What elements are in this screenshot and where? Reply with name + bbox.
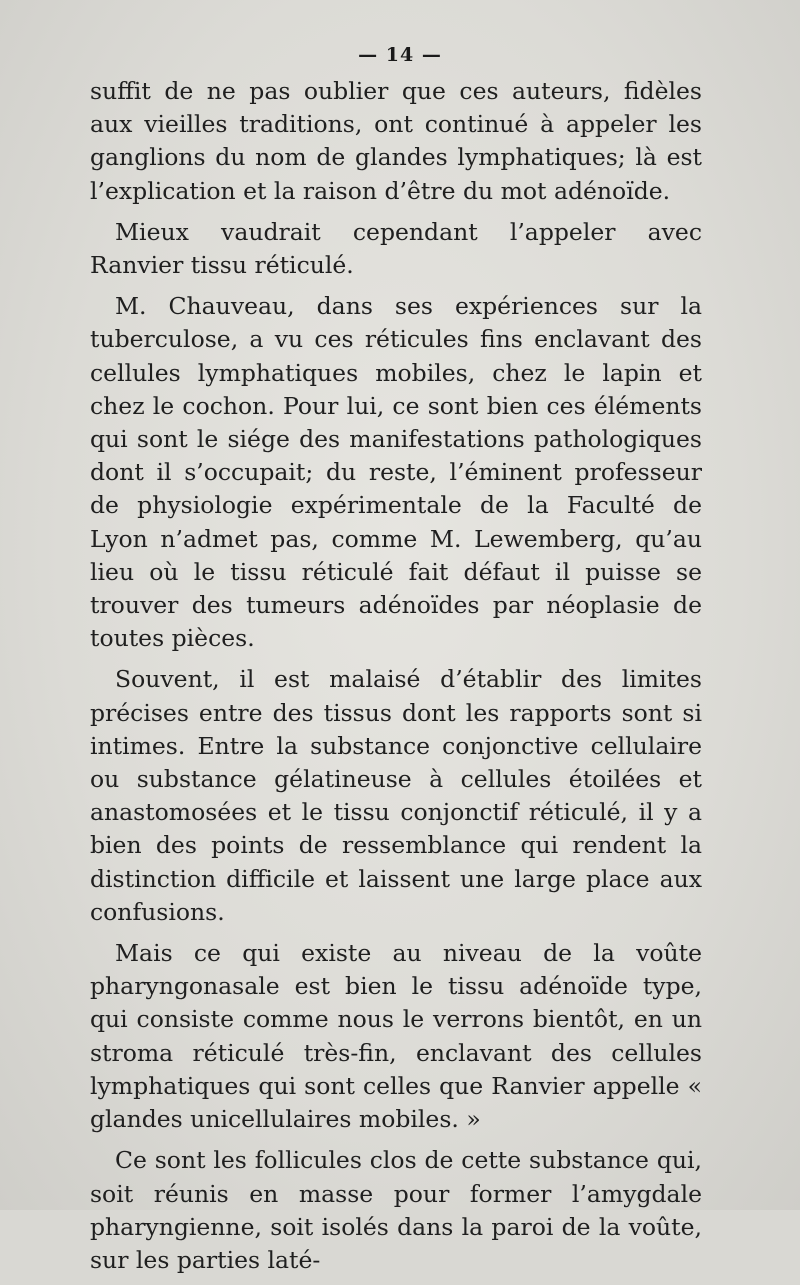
body-text [90, 75, 702, 1285]
page-number: — 14 — [358, 44, 442, 66]
paragraph-6: Ce sont les follicules clos de cette substance qui, soit réunis en masse pour former l’amygdale pharyngienne, soit isolés dans la paroi de la voûte, sur les parties laté- [90, 1146, 702, 1274]
paragraph-3: M. Chauveau, dans ses expériences sur la tuberculose, a vu ces réticules fins enclavant des cellules lymphatiques mobiles, chez le lapin et chez le cochon. Pour lui, ce sont bien ces éléments qui sont le siége des manifestations pathologiques dont il s’occupait; du reste, l’éminent professeur de physiologie expérimentale de la Faculté de Lyon n’admet pas, comme M. Lewemberg, qu’au lieu où le tissu réticulé fait défaut il puisse se trouver des tumeurs adénoïdes par néoplasie de toutes pièces. [90, 292, 702, 653]
paragraph-1: suffit de ne pas oublier que ces auteurs, fidèles aux vieilles traditions, ont continué à appeler les ganglions du nom de glandes lymphatiques; là est l’explication et la raison d’être du mot adénoïde. [90, 77, 702, 205]
paragraph-4: Souvent, il est malaisé d’établir des limites précises entre des tissus dont les rapports sont si intimes. Entre la substance conjonctive cellulaire ou substance gélatineuse à cellules étoilées et anastomosées et le tissu conjonctif réticulé, il y a bien des points de ressemblance qui rendent la distinction difficile et laissent une large place aux confusions. [90, 665, 702, 926]
paragraph-5: Mais ce qui existe au niveau de la voûte pharyngonasale est bien le tissu adénoïde type, qui consiste comme nous le verrons bientôt, en un stroma réticulé très-fin, enclavant des cellules lymphatiques qui sont celles que Ranvier appelle « glandes unicellulaires mobiles. » [90, 939, 702, 1134]
paragraph-2: Mieux vaudrait cependant l’appeler avec Ranvier tissu réticulé. [90, 217, 702, 280]
